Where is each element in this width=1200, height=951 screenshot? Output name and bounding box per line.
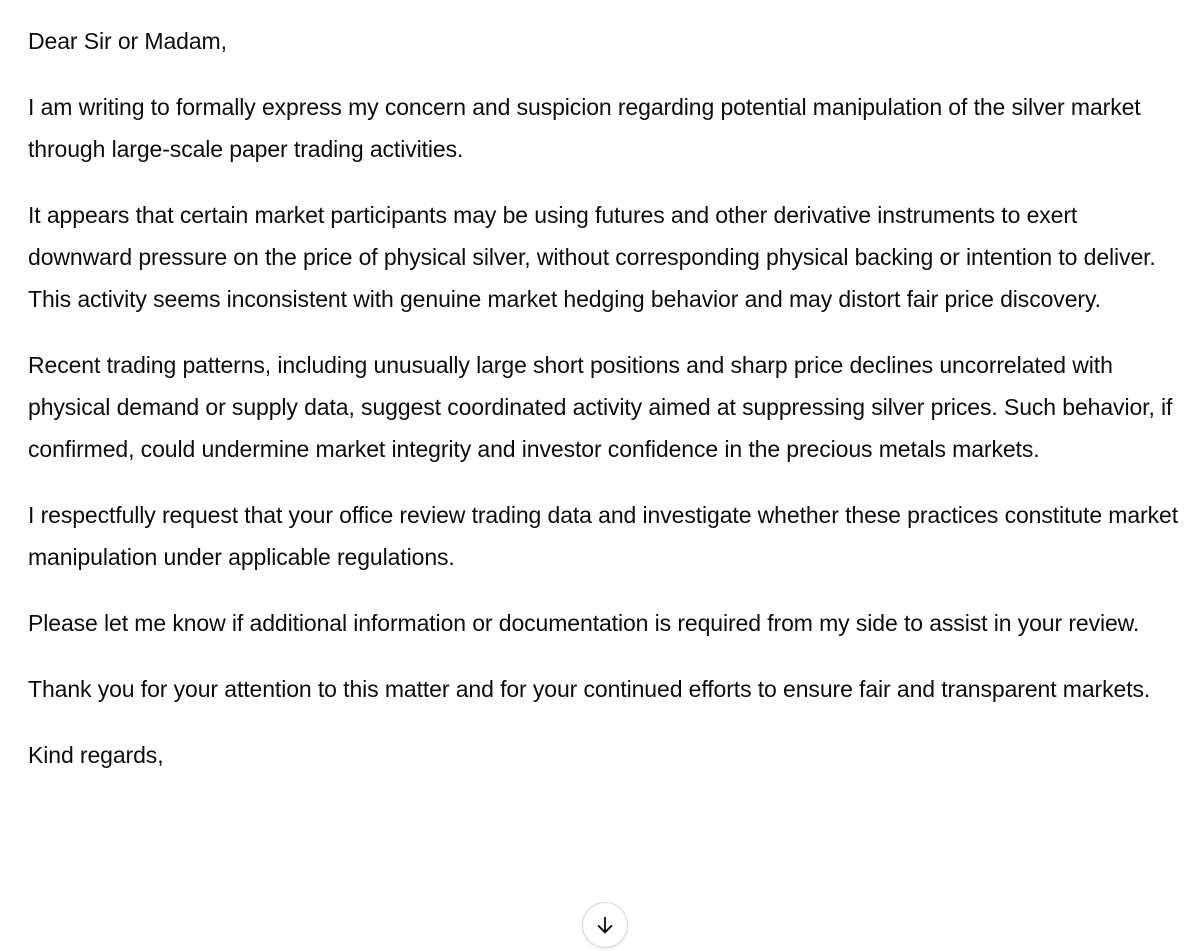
letter-paragraph: It appears that certain market participants may be using futures and other derivative instruments to exert downward pressure on the price of physical silver, without corresponding physical backing or intention to deliver. This activity seems inconsistent with genuine market hedging behavior and may distort fair price discovery. [28,202,1156,312]
letter-paragraph: I am writing to formally express my concern and suspicion regarding potential manipulation of the silver market through large-scale paper trading activities. [28,94,1141,162]
letter-paragraph: Recent trading patterns, including unusually large short positions and sharp price declines uncorrelated with physical demand or supply data, suggest coordinated activity aimed at suppressing silver prices. Such behavior, if confirmed, could undermine market integrity and investor confidence in the precious metals markets. [28,352,1173,462]
letter-paragraph: Please let me know if additional information or documentation is required from my side to assist in your review. [28,610,1140,636]
letter-closing: Kind regards, [28,742,164,768]
arrow-down-icon [594,914,616,936]
scroll-to-bottom-button[interactable] [582,902,628,948]
letter-body [28,20,1178,800]
letter-paragraph: I respectfully request that your office review trading data and investigate whether these practices constitute market manipulation under applicable regulations. [28,502,1178,570]
letter-greeting: Dear Sir or Madam, [28,28,227,54]
letter-paragraph: Thank you for your attention to this matter and for your continued efforts to ensure fair and transparent markets. [28,676,1151,702]
